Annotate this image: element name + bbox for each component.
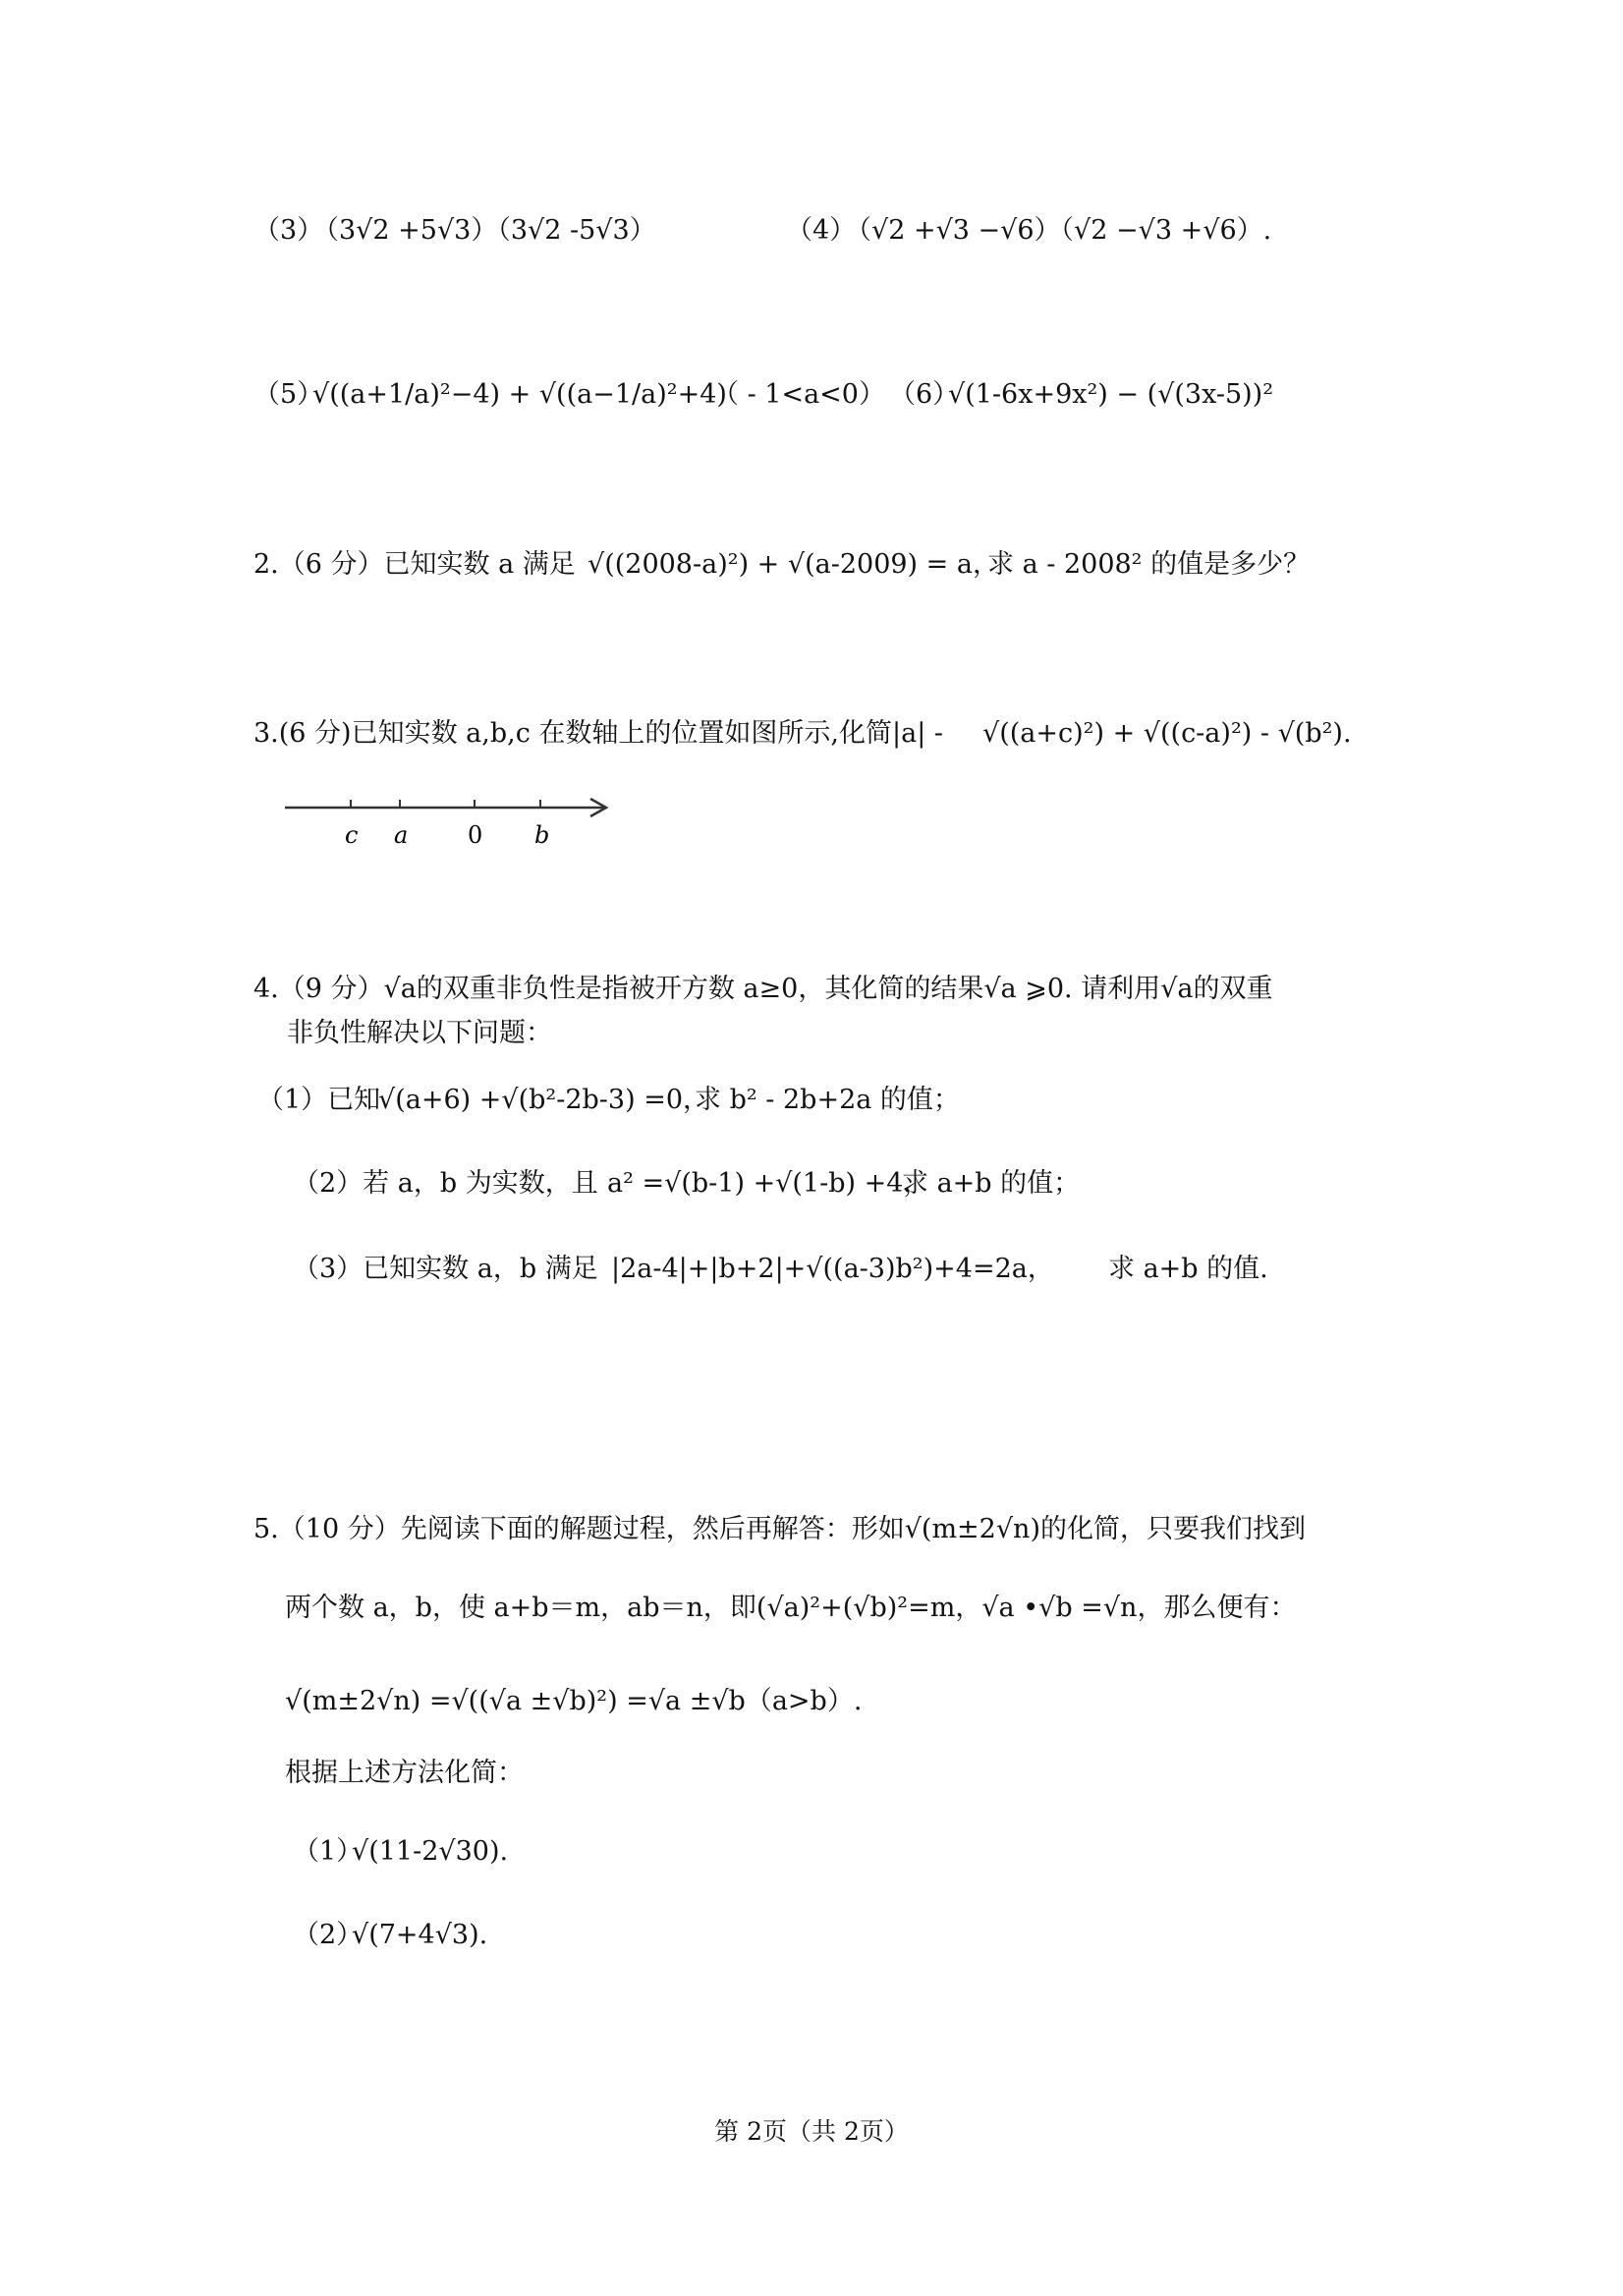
number-line-figure (280, 786, 614, 865)
p1-item6-label: （6） (889, 379, 960, 410)
p4-q3-ask: 求 a+b 的值. (1108, 1254, 1268, 1284)
p4-line1-c: 的双重非负性是指被开方数 a≥0，其化简的结果 (416, 974, 984, 1004)
p4-line1 (253, 970, 1273, 1009)
p4-q3-label: （3）已知实数 a，b 满足 (293, 1254, 598, 1284)
p4-line1-a: 4.（9 分） (253, 974, 384, 1004)
p1-item3-label: （3） (253, 215, 324, 246)
p1-item4-expr: （√2 +√3 −√6）（√2 −√3 +√6）. (845, 215, 1272, 246)
p1-item3-expr (312, 211, 656, 251)
p5-line1-a: 5.（10 分）先阅读下面的解题过程，然后再解答：形如 (253, 1514, 905, 1544)
p5-line2-a: 两个数 a，b，使 a+b＝m，ab＝n，即 (285, 1593, 756, 1623)
p1-item5-cond: （ - 1<a<0） (712, 379, 885, 410)
p2-ask: 求 a - 2008² 的值是多少？ (987, 549, 1311, 580)
p4-q2-expr: a² =√(b-1) +√(1-b) +4， (607, 1168, 930, 1199)
p1-item5-expr: √((a+1/a)²−4) + √((a−1/a)²+4) (312, 379, 727, 410)
p5-line1 (253, 1510, 1306, 1549)
p4-q3-expr: |2a-4|+|b+2|+√((a-3)b²)+4=2a， (611, 1254, 1054, 1284)
p5-line1-expr: √(m±2√n) (904, 1514, 1040, 1544)
p4-q1-label: （1）已知 (257, 1085, 381, 1115)
p5-q1-expr: √(11-2√30). (352, 1836, 509, 1867)
axis-label-c: c (345, 821, 359, 849)
p4-q1-ask: 求 b² - 2b+2a 的值； (695, 1085, 960, 1115)
p4-q2-ask: 求 a+b 的值； (902, 1168, 1081, 1199)
p5-line1-b: 的化简，只要我们找到 (1039, 1514, 1306, 1544)
p4-q2-label: （2）若 a，b 为实数，且 (293, 1168, 598, 1199)
p1-item6-expr: √(1-6x+9x²) − (√(3x-5))² (948, 379, 1274, 410)
p5-q1-label: （1） (293, 1836, 364, 1867)
axis-label-b: b (534, 821, 550, 849)
p1-item5-label: （5） (253, 379, 324, 410)
p4-line1-b: √a (383, 974, 417, 1004)
p2-label: 2.（6 分）已知实数 a 满足 (253, 549, 576, 580)
p4-line1-e: √a (1160, 974, 1194, 1004)
page-footer: 第 2页（共 2页） (714, 2117, 909, 2146)
p5-line4: 根据上述方法化简： (285, 1758, 524, 1788)
p5-line2 (285, 1589, 1296, 1628)
p5-q2-label: （2） (293, 1920, 364, 1950)
p5-line2-b: 那么便有： (1163, 1593, 1297, 1623)
p3-label: 3.(6 分)已知实数 a,b,c 在数轴上的位置如图所示,化简|a| - (253, 718, 943, 749)
p4-line1-d: √a ⩾0. 请利用 (983, 974, 1161, 1004)
p5-line2-expr: (√a)²+(√b)²=m，√a •√b =√n， (756, 1593, 1164, 1623)
p2-expr: √((2008-a)²) + √(a-2009) = a， (588, 549, 999, 580)
p5-line3: √(m±2√n) =√((√a ±√b)²) =√a ±√b（a>b）. (285, 1686, 863, 1716)
axis-label-a: a (394, 821, 409, 849)
p4-line1-f: 的双重 (1193, 974, 1273, 1004)
p1-item3-expr-text: （3√2 +5√3）（3√2 -5√3） (312, 215, 656, 246)
axis-label-0: 0 (468, 821, 483, 849)
p5-q2-expr: √(7+4√3). (352, 1920, 488, 1950)
p4-q1-expr: √(a+6) +√(b²-2b-3) =0， (378, 1085, 710, 1115)
p1-item4-label: （4） (786, 215, 857, 246)
p4-line2: 非负性解决以下问题： (287, 1018, 552, 1048)
p3-expr: √((a+c)²) + √((c-a)²) - √(b²). (982, 718, 1352, 749)
